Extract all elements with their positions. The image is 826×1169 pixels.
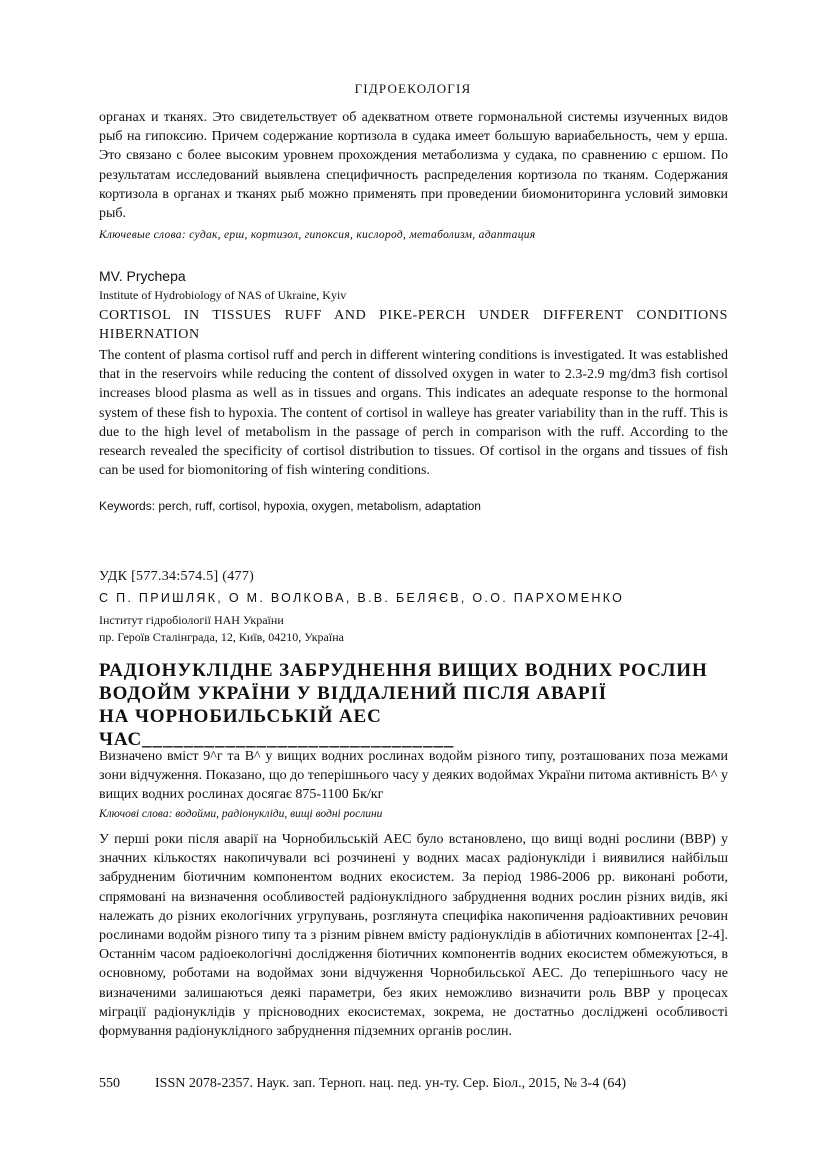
ukrainian-body-text: У перші роки після аварії на Чорнобильській АЕС було встановлено, що вищі водні рослини (ВВР) у значних кількостях накопичували всі розчинені у водних масах радіонукліди і виявилися найбільш забрудненим біотичним компонентом водних екосистем. За період 1986-2006 рр. виконані роботи, спрямовані на визначення особливостей радіонуклідного забруднення водних рослин різних видів, які належать до різних екологічних угрупувань, розглянута специфіка накопичення радіоактивних речовин рослинами водойм різного типу та з різним рівнем вмісту радіонуклідів в абіотичних компонентах [2-4]. Останнім часом радіоекологічні дослідження біотичних компонентів водних екосистем обмежуються, в основному, роботами на водоймах зони відчуження Чорнобильської АЕС. До теперішнього часу не визначеними залишаються деякі параметри, без яких неможливо визначити роль ВВР у процесах міграції радіонуклідів у прісноводних екосистемах, зокрема, не достатньо досліджені особливості формування радіонуклідного забруднення підземних органів рослин. [99, 832, 728, 1040]
ukrainian-title-line-2: ВОДОЙМ УКРАЇНИ У ВІДДАЛЕНИЙ ПІСЛЯ АВАРІЇ [99, 683, 608, 704]
english-author: MV. Prychepa [99, 268, 186, 284]
ukrainian-abstract: Визначено вміст 9^г та В^ у вищих водних рослинах водойм різного типу, розташованих поза межами зони відчуження. Показано, що до теперішнього часу у деяких водоймах України питома активність В^ у вищих водних рослинах досягає 875-1100 Бк/кг [99, 749, 728, 803]
english-abstract-text: The content of plasma cortisol ruff and perch in different wintering conditions is investigated. It was established that in the reservoirs while reducing the content of dissolved oxygen in water to 2.3-2.9 mg/dm3 fish cortisol increases blood plasma as well as in tissues and organs. This indicates an adequate response to the hormonal system of these fish to hypoxia. The content of cortisol in walleye has greater variability than in the ruff. This is due to the high level of metabolism in the passage of perch in comparison with the ruff. According to the research revealed the specificity of cortisol distribution to tissues. Of cortisol in the organs and tissues of fish can be used for biomonitoring of fish wintering conditions. [99, 348, 728, 479]
ukrainian-title-line-3: НА ЧОРНОБИЛЬСЬКІЙ АЕС ЧАС______________________________ [99, 706, 455, 750]
russian-keywords: Ключевые слова: судак, ерш, кортизол, гипоксия, кислород, метаболизм, адаптация [99, 229, 536, 241]
udc-code: УДК [577.34:574.5] (477) [99, 569, 255, 584]
journal-citation: ISSN 2078-2357. Наук. зап. Терноп. нац. пед. ун-ту. Сер. Біол., 2015, № 3-4 (64) [155, 1076, 627, 1091]
english-title: CORTISOL IN TISSUES RUFF AND PIKE-PERCH UNDER DIFFERENT CONDITIONS HIBERNATION [99, 308, 728, 342]
ukrainian-institute-address: пр. Героїв Сталінграда, 12, Київ, 04210, Україна [99, 630, 344, 644]
ukrainian-institute-name: Інститут гідробіології НАН України [99, 613, 284, 627]
russian-abstract-text: органах и тканях. Это свидетельствует об адекватном ответе гормональной системы изученных видов рыб на гипоксию. Причем содержание кортизола в судака имеет большую вариабельность, чем у ерша. Это связано с более высоким уровнем прохождения метаболизма у судака, по сравнению с ершом. По результатам исследований выявлена специфичность распределения кортизола по тканям. Содержания кортизола в органах и тканях рыб можно применять при проведении биомониторинга условий зимовки рыб. [99, 110, 728, 222]
ukrainian-keywords: Ключові слова: водойми, радіонукліди, вищі водні рослини [99, 808, 383, 820]
page-number: 550 [99, 1076, 120, 1091]
english-institute: Institute of Hydrobiology of NAS of Ukraine, Kyiv [99, 288, 347, 302]
ukrainian-title-line-1: РАДІОНУКЛІДНЕ ЗАБРУДНЕННЯ ВИЩИХ ВОДНИХ РОСЛИН [99, 660, 708, 681]
english-keywords: Keywords: perch, ruff, cortisol, hypoxia, oxygen, metabolism, adaptation [99, 499, 481, 513]
ukrainian-authors: С П. ПРИШЛЯК, О М. ВОЛКОВА, В.В. БЕЛЯЄВ, О.О. ПАРХОМЕНКО [99, 591, 625, 605]
running-header: ГІДРОЕКОЛОГІЯ [354, 81, 472, 96]
